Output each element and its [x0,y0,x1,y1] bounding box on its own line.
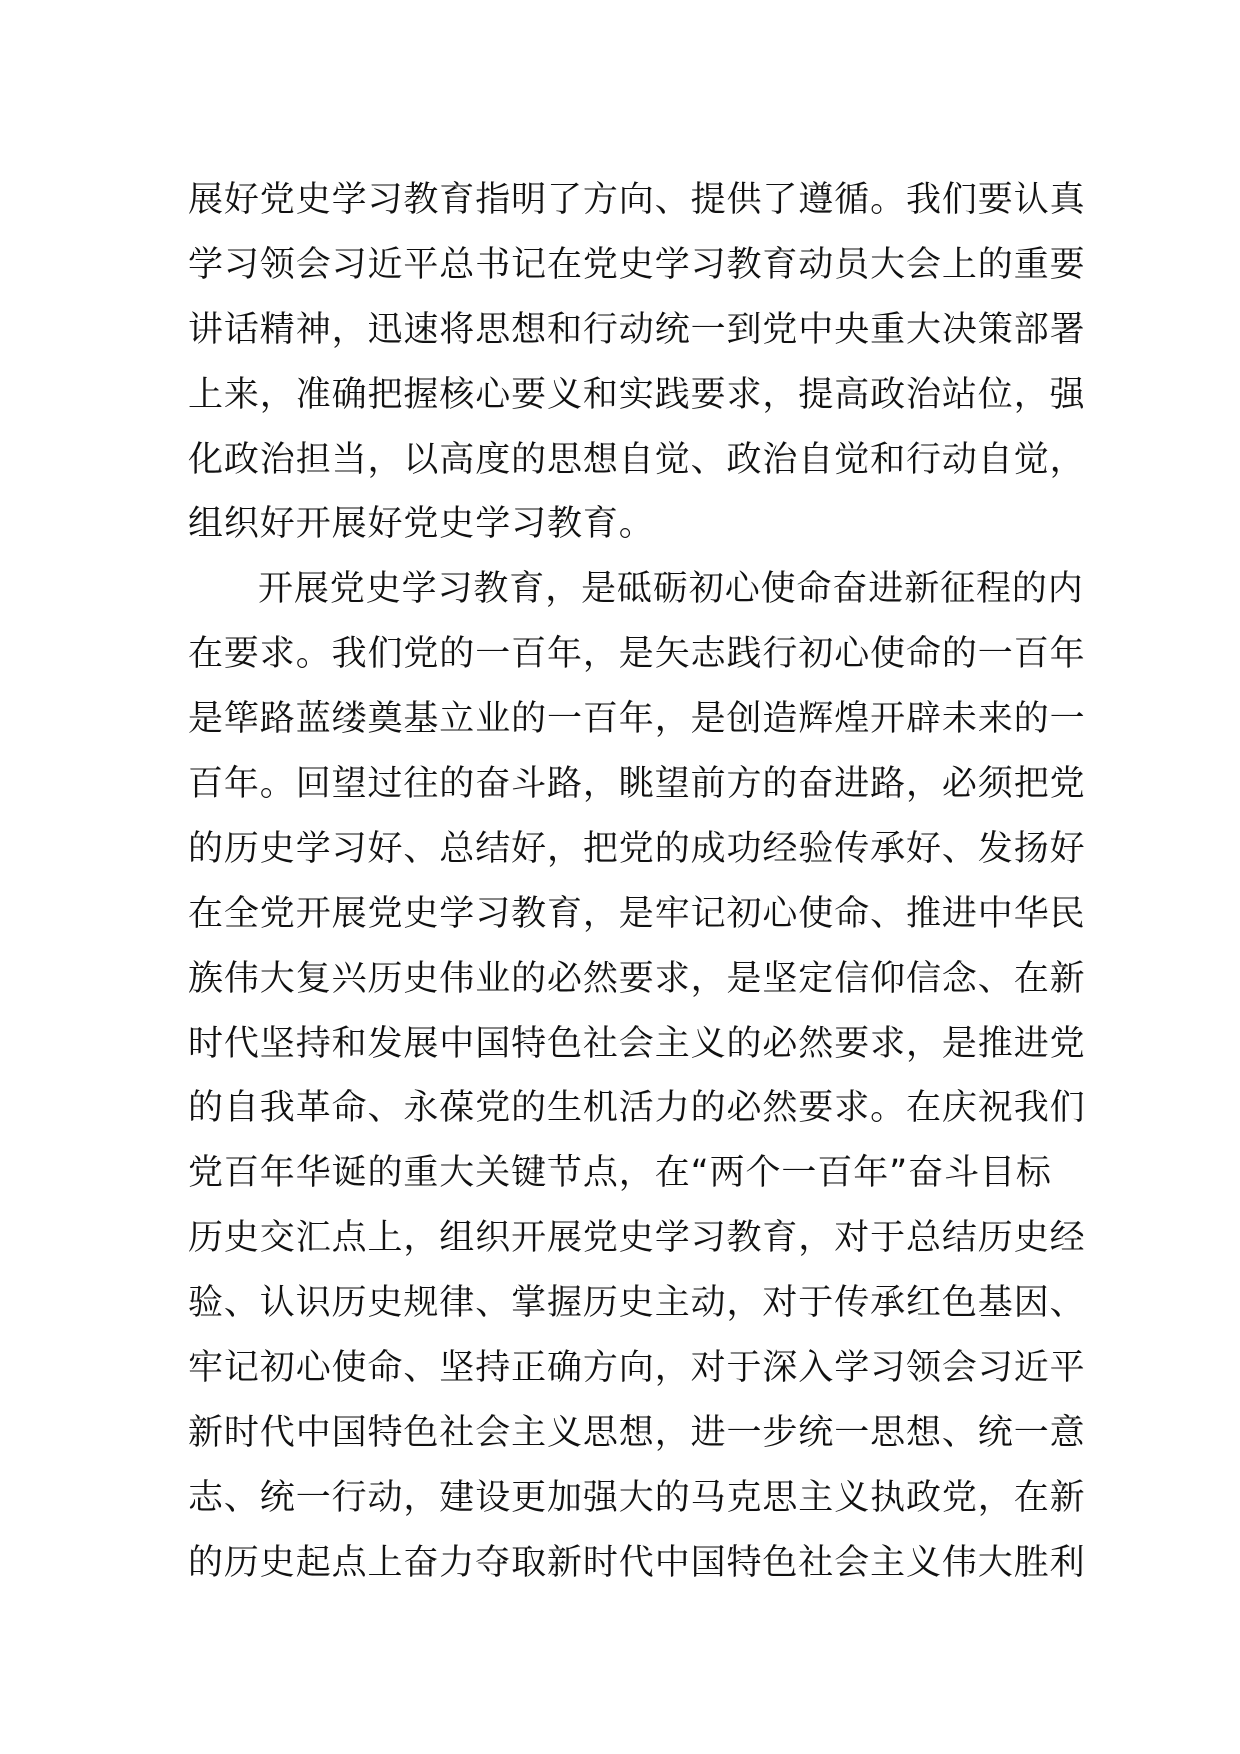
document-body [188,168,1086,1596]
text-line: 新时代中国特色社会主义思想，进一步统一思想、统一意 [188,1412,1086,1453]
text-line: 的历史学习好、总结好，把党的成功经验传承好、发扬好 [188,828,1086,869]
text-line: 在全党开展党史学习教育，是牢记初心使命、推进中华民 [188,893,1086,934]
text-line: 的历史起点上奋力夺取新时代中国特色社会主义伟大胜利 [188,1542,1086,1583]
text-line: 是筚路蓝缕奠基立业的一百年，是创造辉煌开辟未来的一 [188,699,1086,740]
text-line: 牢记初心使命、坚持正确方向，对于深入学习领会习近平 [188,1348,1086,1389]
text-line: 化政治担当，以高度的思想自觉、政治自觉和行动自觉， [188,439,1086,480]
text-line: 在要求。我们党的一百年，是矢志践行初心使命的一百年 [188,634,1086,675]
paragraph-2 [188,557,1086,1595]
text-line: 党百年华诞的重大关键节点，在“两个一百年”奋斗目标 [188,1153,1052,1194]
text-line: 学习领会习近平总书记在党史学习教育动员大会上的重要 [188,244,1086,285]
text-line: 组织好开展好党史学习教育。 [188,504,655,545]
paragraph-1 [188,168,1086,557]
text-line: 验、认识历史规律、掌握历史主动，对于传承红色基因、 [188,1283,1086,1324]
text-line: 上来，准确把握核心要义和实践要求，提高政治站位，强 [188,374,1086,415]
text-line: 百年。回望过往的奋斗路，眺望前方的奋进路，必须把党 [188,764,1086,805]
text-line: 族伟大复兴历史伟业的必然要求，是坚定信仰信念、在新 [188,958,1086,999]
text-line: 志、统一行动，建设更加强大的马克思主义执政党，在新 [188,1477,1086,1518]
text-line: 讲话精神，迅速将思想和行动统一到党中央重大决策部署 [188,309,1086,350]
text-line: 时代坚持和发展中国特色社会主义的必然要求，是推进党 [188,1023,1086,1064]
text-line: 的自我革命、永葆党的生机活力的必然要求。在庆祝我们 [188,1088,1086,1129]
text-line: 展好党史学习教育指明了方向、提供了遵循。我们要认真 [188,180,1086,220]
text-line: 历史交汇点上，组织开展党史学习教育，对于总结历史经 [188,1218,1086,1259]
text-line: 开展党史学习教育，是砥砺初心使命奋进新征程的内 [258,569,1084,610]
